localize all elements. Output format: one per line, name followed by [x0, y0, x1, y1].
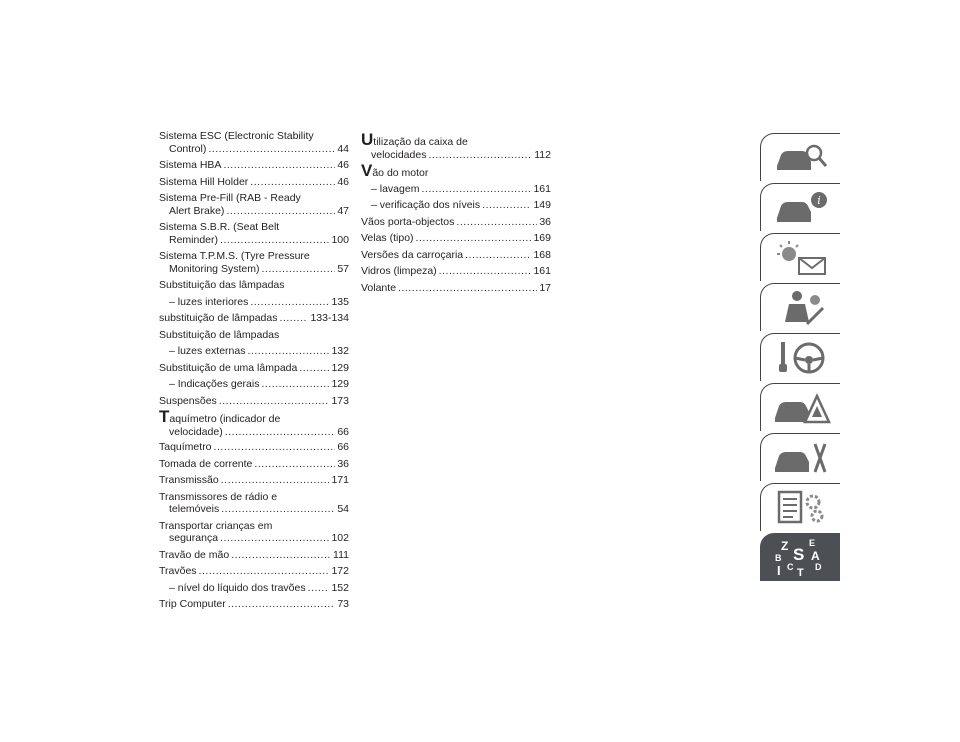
entry-travao-mao	[159, 549, 349, 562]
entry-vaos-porta-objectos	[361, 216, 551, 229]
car-wrench-icon	[771, 438, 831, 478]
leader-dots	[221, 474, 330, 487]
car-search-icon	[771, 138, 831, 178]
entry-text: Versões da carroçaria	[361, 248, 464, 261]
page-number: 152	[331, 581, 349, 594]
leader-dots	[250, 296, 329, 309]
entry-text: Transmissão	[159, 474, 219, 486]
index-letter: S	[792, 544, 804, 564]
page-number: 57	[337, 262, 349, 275]
head-t	[159, 407, 349, 438]
page-number: 102	[331, 532, 349, 544]
entry-text: telemóveis	[169, 503, 220, 515]
entry-text: – luzes interiores	[169, 295, 249, 308]
warning-light-message-icon	[771, 238, 831, 278]
page-number: 47	[337, 204, 349, 217]
alphabet-index-icon	[771, 538, 831, 578]
tab-safety[interactable]	[760, 283, 840, 331]
leader-dots	[247, 345, 329, 358]
leader-dots	[228, 598, 336, 611]
leader-dots	[250, 176, 335, 189]
index-letter: B	[774, 552, 781, 563]
leader-dots	[226, 205, 335, 218]
index-letter: D	[814, 561, 821, 572]
entry-text: Travões	[159, 565, 197, 577]
entry-nivel-liquido-travoes	[159, 582, 349, 595]
leader-dots	[225, 426, 336, 439]
tab-car-info[interactable]	[760, 183, 840, 231]
entry-substituicao-uma-lampada	[159, 362, 349, 375]
entry-text: Alert Brake)	[169, 204, 225, 217]
entry-travoes	[159, 565, 349, 578]
entry-text: Vidros (limpeza)	[361, 265, 437, 277]
page-number: 135	[331, 295, 349, 308]
tab-technical-data[interactable]	[760, 483, 840, 531]
page-number: 36	[539, 215, 551, 228]
entry-text: tilização da caixa de	[373, 136, 468, 148]
page-number: 172	[331, 565, 349, 577]
entry-text: Substituição de lâmpadas	[159, 328, 280, 341]
leader-dots	[208, 143, 335, 156]
head-v	[361, 161, 551, 180]
document-gears-icon	[771, 488, 831, 528]
entry-substituicao-lampadas	[159, 279, 349, 292]
tab-driving[interactable]	[760, 333, 840, 381]
entry-text: Trip Computer	[159, 598, 226, 610]
car-info-icon	[771, 188, 831, 228]
entry-sistema-hill-holder	[159, 176, 349, 189]
page-number: 46	[337, 159, 349, 171]
leader-dots	[421, 183, 531, 196]
page-number: 46	[337, 175, 349, 188]
tab-maintenance[interactable]	[760, 433, 840, 481]
passenger-airbag-icon	[771, 288, 831, 328]
index-letter: T	[796, 566, 804, 578]
index-letter: A	[810, 548, 820, 563]
page-number: 73	[337, 598, 349, 610]
entry-luzes-externas	[159, 345, 349, 358]
page-number: 173	[331, 394, 349, 407]
entry-text: – Indicações gerais	[169, 378, 260, 390]
entry-text: – nível do líquido dos travões	[169, 581, 306, 594]
leader-dots	[261, 263, 335, 276]
entry-text: Sistema Hill Holder	[159, 175, 249, 188]
page-number: 132	[331, 345, 349, 357]
entry-text: Reminder)	[169, 233, 219, 246]
entry-lavagem	[361, 183, 551, 196]
entry-text: Sistema S.B.R. (Seat Belt	[159, 221, 280, 233]
leader-dots	[221, 503, 335, 516]
entry-text: Vãos porta-objectos	[361, 215, 455, 228]
entry-luzes-interiores	[159, 296, 349, 309]
entry-text: segurança	[169, 532, 219, 544]
head-u	[361, 130, 551, 161]
entry-text: Tomada de corrente	[159, 457, 253, 470]
leader-dots	[220, 234, 329, 247]
entry-text: Sistema ESC (Electronic Stability	[159, 130, 314, 142]
page-number: 161	[533, 182, 551, 195]
leader-dots	[223, 159, 335, 172]
entry-text: Velas (tipo)	[361, 232, 414, 244]
tab-warning-lights[interactable]	[760, 233, 840, 281]
index-column-left	[159, 130, 349, 615]
entry-text: substituição de lâmpadas	[159, 312, 278, 324]
leader-dots	[416, 232, 532, 245]
letter-heading: V	[361, 161, 373, 180]
entry-text: Volante	[361, 281, 397, 294]
entry-sistema-esc	[159, 130, 349, 155]
page-number: 44	[337, 142, 349, 155]
entry-taquimetro	[159, 441, 349, 454]
entry-indicacoes-gerais	[159, 378, 349, 391]
leader-dots	[199, 565, 330, 578]
chapter-tabs	[760, 133, 840, 583]
page-number: 133-134	[310, 312, 349, 324]
entry-text: Substituição das lâmpadas	[159, 279, 285, 291]
entry-text: ão do motor	[372, 167, 429, 179]
entry-sistema-tpms	[159, 250, 349, 275]
page-number: 169	[533, 232, 551, 244]
entry-sistema-pre-fill	[159, 192, 349, 217]
index-letter: C	[786, 561, 793, 572]
entry-text: – verificação dos níveis	[371, 199, 481, 211]
entry-tomada-corrente	[159, 458, 349, 471]
leader-dots	[439, 265, 532, 278]
entry-transmissao	[159, 474, 349, 487]
leader-dots	[308, 582, 330, 595]
entry-text: Sistema Pre-Fill (RAB - Ready	[159, 192, 301, 204]
entry-sistema-sbr	[159, 221, 349, 246]
leader-dots	[456, 216, 537, 229]
entry-substituicao-de-lampadas-2	[159, 329, 349, 342]
entry-verificacao-niveis	[361, 199, 551, 212]
leader-dots	[398, 282, 537, 295]
leader-dots	[280, 312, 309, 325]
page-number: 111	[333, 548, 349, 561]
entry-velas	[361, 232, 551, 245]
entry-transmissores	[159, 491, 349, 516]
entry-text: velocidade)	[169, 425, 223, 438]
entry-text: Travão de mão	[159, 548, 230, 561]
tab-emergency[interactable]	[760, 383, 840, 431]
entry-volante	[361, 282, 551, 295]
entry-text: – lavagem	[371, 182, 420, 195]
index-column-right	[361, 130, 551, 298]
entry-vidros-limpeza	[361, 265, 551, 278]
entry-text: Control)	[169, 142, 207, 155]
entry-text: – luzes externas	[169, 345, 246, 357]
entry-text: Suspensões	[159, 394, 217, 407]
entry-text: Sistema HBA	[159, 159, 222, 171]
page-number: 17	[539, 281, 551, 294]
page-number: 100	[331, 233, 349, 246]
index-letter: E	[808, 537, 815, 548]
page-number: 149	[533, 199, 551, 211]
page-number: 171	[331, 474, 349, 486]
entry-text: Taquímetro	[159, 441, 212, 453]
page-number: 112	[534, 148, 551, 161]
entry-text: velocidades	[371, 148, 427, 161]
leader-dots	[214, 441, 336, 454]
page-number: 129	[331, 378, 349, 390]
leader-dots	[219, 395, 330, 408]
entry-substituicao-de-lampadas	[159, 312, 349, 325]
leader-dots	[220, 532, 329, 545]
page-number: 66	[337, 425, 349, 438]
car-warning-triangle-icon	[771, 388, 831, 428]
letter-heading: T	[159, 407, 170, 426]
key-steering-wheel-icon	[771, 338, 831, 378]
leader-dots	[428, 149, 532, 162]
leader-dots	[299, 362, 329, 375]
leader-dots	[254, 458, 335, 471]
entry-versoes-carrocaria	[361, 249, 551, 262]
entry-sistema-hba	[159, 159, 349, 172]
leader-dots	[261, 378, 329, 391]
page-number: 129	[331, 361, 349, 374]
letter-heading: U	[361, 130, 374, 149]
page-number: 161	[533, 265, 551, 277]
index-letter: Z	[780, 538, 788, 553]
page-number: 66	[337, 441, 349, 453]
entry-transportar-criancas	[159, 520, 349, 545]
tab-car-search[interactable]	[760, 133, 840, 181]
entry-text: Monitoring System)	[169, 262, 260, 275]
entry-trip-computer	[159, 598, 349, 611]
tab-index[interactable]	[760, 533, 840, 581]
page-number: 36	[337, 457, 349, 470]
leader-dots	[482, 199, 531, 212]
index-letter: I	[776, 562, 781, 578]
entry-text: Sistema T.P.M.S. (Tyre Pressure	[159, 250, 310, 262]
page-number: 168	[533, 248, 551, 261]
entry-suspensoes	[159, 395, 349, 408]
entry-text: Transmissores de rádio e	[159, 490, 278, 503]
leader-dots	[231, 549, 331, 562]
page-number: 54	[337, 503, 349, 515]
entry-text: Transportar crianças em	[159, 519, 273, 532]
entry-text: aquímetro (indicador de	[169, 413, 281, 425]
entry-text: Substituição de uma lâmpada	[159, 361, 298, 374]
svg-text:i: i	[816, 193, 821, 207]
leader-dots	[465, 249, 531, 262]
